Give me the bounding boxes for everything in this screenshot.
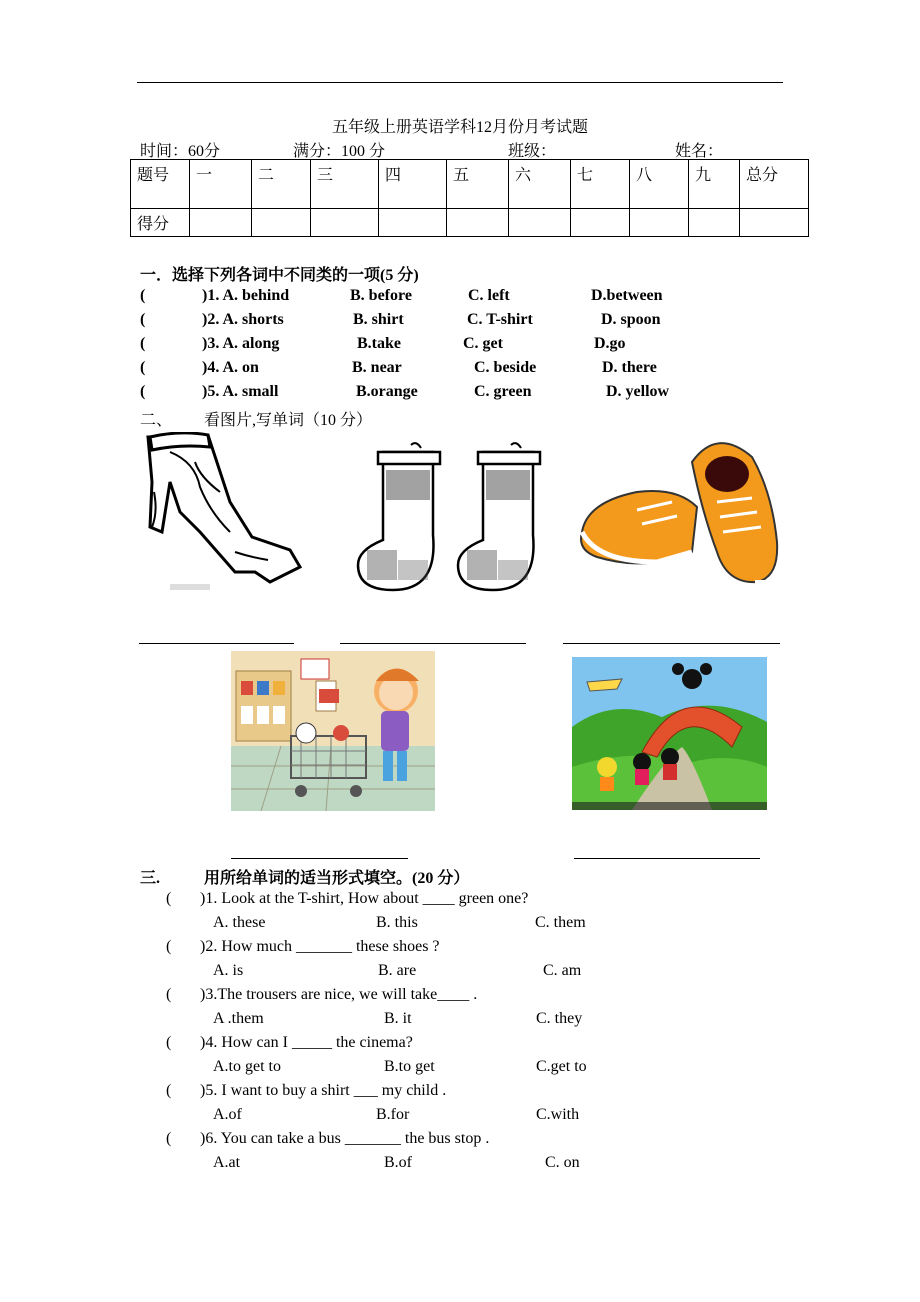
score-cell[interactable] (252, 209, 311, 237)
score-cell[interactable] (509, 209, 571, 237)
shoes-picture (577, 432, 780, 597)
option-a: A .them (213, 1010, 264, 1027)
answer-paren[interactable]: ( (166, 938, 172, 955)
question-text: )6. You can take a bus _______ the bus stop . (200, 1130, 490, 1147)
option-b: B. before (350, 287, 412, 304)
option-a: A. these (213, 914, 266, 931)
question-text: )2. How much _______ these shoes ? (200, 938, 440, 955)
option-a: )5. A. small (202, 383, 279, 400)
option-a: A.at (213, 1154, 241, 1171)
answer-paren[interactable]: ( (140, 383, 146, 400)
name-label: 姓名： (675, 143, 724, 160)
option-b: B.orange (356, 383, 418, 400)
table-cell: 八 (630, 160, 689, 209)
table-cell: 二 (252, 160, 311, 209)
score-table-score-row (131, 209, 809, 237)
option-c: C. T-shirt (467, 311, 533, 328)
option-c: C.get to (536, 1058, 587, 1075)
answer-paren[interactable]: ( (166, 890, 172, 907)
option-d: D. spoon (601, 311, 661, 328)
option-d: D.go (594, 335, 626, 352)
question-text: )1. Look at the T-shirt, How about ____ green one? (200, 890, 529, 907)
option-d: D. there (602, 359, 657, 376)
table-cell: 七 (571, 160, 630, 209)
score-cell[interactable] (447, 209, 509, 237)
score-cell[interactable] (630, 209, 689, 237)
answer-paren[interactable]: ( (140, 359, 146, 376)
shopping-picture (231, 651, 435, 811)
table-cell: 六 (509, 160, 571, 209)
answer-blank[interactable] (231, 858, 408, 859)
option-a: A.to get to (213, 1058, 281, 1075)
section2-title: 看图片,写单词（10 分） (204, 412, 373, 429)
section2-number: 二、 (140, 412, 173, 429)
option-c: C. beside (474, 359, 537, 376)
option-d: D. yellow (606, 383, 670, 400)
score-cell[interactable] (740, 209, 809, 237)
question-text: )4. How can I _____ the cinema? (200, 1034, 413, 1051)
option-b: B. near (352, 359, 402, 376)
page-title: 五年级上册英语学科12月份月考试题 (331, 119, 588, 136)
option-c: C. they (536, 1010, 583, 1027)
table-cell: 四 (379, 160, 447, 209)
option-a: A.of (213, 1106, 242, 1123)
option-b: B.take (357, 335, 401, 352)
question-text: )5. I want to buy a shirt ___ my child . (200, 1082, 447, 1099)
option-c: C. green (474, 383, 532, 400)
score-cell[interactable] (190, 209, 252, 237)
option-c: C. get (463, 335, 503, 352)
score-table-header-row (131, 160, 809, 209)
section3-title: 用所给单词的适当形式填空。(20 分） (204, 870, 470, 887)
option-b: B.for (376, 1106, 410, 1123)
option-b: B. this (376, 914, 418, 931)
option-c: C. on (545, 1154, 580, 1171)
option-a: )1. A. behind (202, 287, 290, 304)
option-b: B. are (378, 962, 417, 979)
time-label: 时间：60分 (140, 143, 221, 160)
table-cell: 五 (447, 160, 509, 209)
option-d: D.between (591, 287, 663, 304)
section1-title: 一．选择下列各词中不同类的一项(5 分) (140, 267, 419, 284)
question-text: )3.The trousers are nice, we will take____ . (200, 986, 478, 1003)
score-cell[interactable] (571, 209, 630, 237)
answer-paren[interactable]: ( (140, 287, 146, 304)
table-cell: 一 (190, 160, 252, 209)
table-cell: 得分 (131, 209, 190, 237)
option-b: B. it (384, 1010, 412, 1027)
score-cell[interactable] (311, 209, 379, 237)
option-a: )3. A. along (202, 335, 280, 352)
answer-paren[interactable]: ( (166, 986, 172, 1003)
option-a: A. is (213, 962, 244, 979)
option-b: B.to get (384, 1058, 435, 1075)
option-c: C. left (468, 287, 510, 304)
class-label: 班级： (508, 143, 557, 160)
score-cell[interactable] (689, 209, 740, 237)
table-cell: 九 (689, 160, 740, 209)
option-c: C. am (543, 962, 582, 979)
table-cell: 总分 (740, 160, 809, 209)
full-score-label: 满分：100 分 (293, 143, 386, 160)
answer-paren[interactable]: ( (140, 311, 146, 328)
table-cell: 三 (311, 160, 379, 209)
score-cell[interactable] (379, 209, 447, 237)
answer-paren[interactable]: ( (166, 1130, 172, 1147)
answer-paren[interactable]: ( (166, 1082, 172, 1099)
option-c: C. them (535, 914, 586, 931)
answer-blank[interactable] (574, 858, 760, 859)
option-a: )4. A. on (202, 359, 259, 376)
table-cell: 题号 (131, 160, 190, 209)
option-b: B. shirt (353, 311, 404, 328)
answer-blank[interactable] (340, 643, 526, 644)
answer-paren[interactable]: ( (140, 335, 146, 352)
answer-blank[interactable] (563, 643, 780, 644)
option-a: )2. A. shorts (202, 311, 284, 328)
score-table (130, 159, 809, 237)
park-picture (572, 657, 767, 810)
answer-blank[interactable] (139, 643, 294, 644)
section3-number: 三. (140, 870, 161, 887)
socks-picture (353, 440, 548, 600)
option-b: B.of (384, 1154, 412, 1171)
answer-paren[interactable]: ( (166, 1034, 172, 1051)
pants-picture (140, 432, 305, 597)
top-rule (137, 82, 783, 83)
option-c: C.with (536, 1106, 580, 1123)
